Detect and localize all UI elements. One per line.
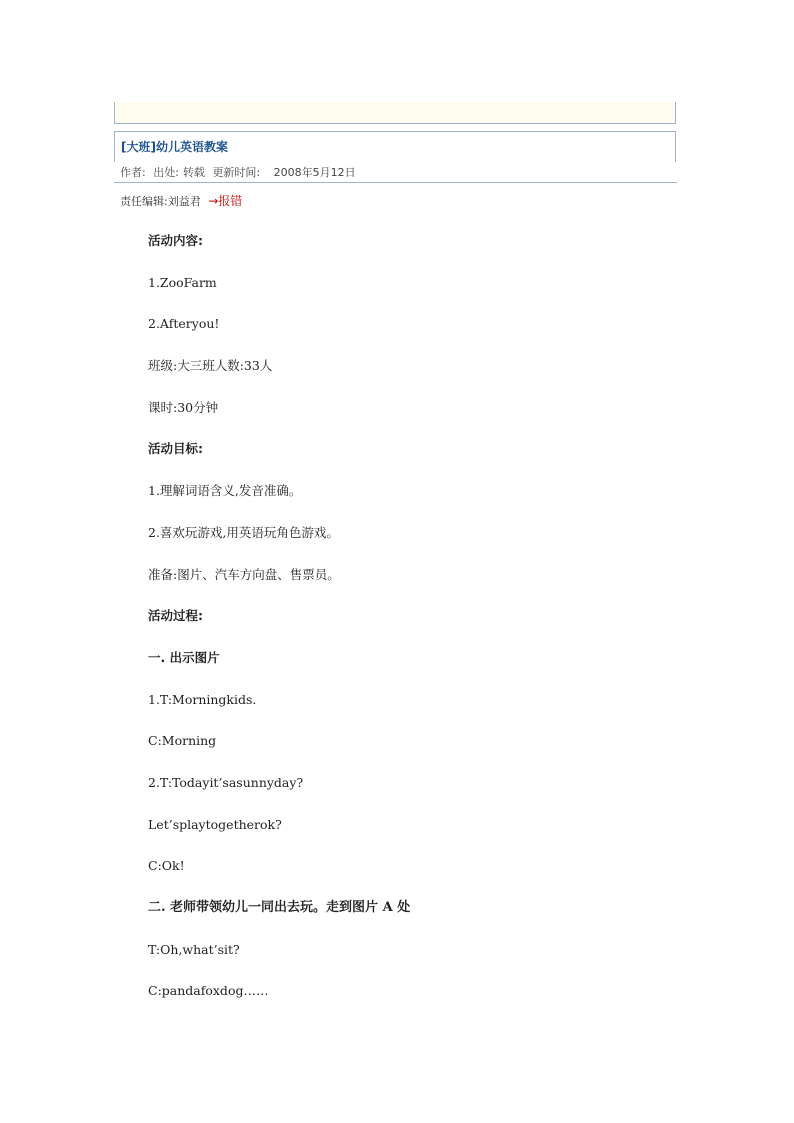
body-paragraph: 课时:30分钟 xyxy=(148,399,219,415)
updated-label: 更新时间: xyxy=(212,166,261,179)
section-heading: 一. 出示图片 xyxy=(148,649,220,665)
article-meta xyxy=(120,164,360,180)
author-label: 作者: xyxy=(120,166,146,179)
section-heading: 二. 老师带领幼儿一同出去玩。走到图片 A 处 xyxy=(148,900,411,915)
editor-label: 责任编辑: xyxy=(120,195,168,208)
updated-value: 2008年5月12日 xyxy=(273,166,356,179)
body-paragraph: T:Oh,what’sit? xyxy=(148,941,240,957)
article-title[interactable]: [大班]幼儿英语教案 xyxy=(121,140,228,154)
body-paragraph: 准备:图片、汽车方向盘、售票员。 xyxy=(148,566,340,582)
body-paragraph: 2.T:Todayit’sasunnyday? xyxy=(148,774,304,790)
body-paragraph: C:Morning xyxy=(148,733,217,749)
body-paragraph: 1.ZooFarm xyxy=(148,274,217,290)
article-body xyxy=(148,232,668,1024)
editor-name: 刘益君 xyxy=(167,195,201,208)
article-title-box xyxy=(114,131,676,162)
source-value: 转载 xyxy=(182,166,205,179)
section-heading: 活动内容: xyxy=(148,233,203,248)
body-paragraph: 1.T:Morningkids. xyxy=(148,691,257,707)
body-paragraph: C:pandafoxdog…… xyxy=(148,983,269,999)
report-error-link[interactable]: →报错 xyxy=(208,194,243,208)
meta-divider xyxy=(114,182,677,183)
body-paragraph: 班级:大三班人数:33人 xyxy=(148,358,273,374)
section-heading: 活动目标: xyxy=(148,441,203,457)
body-paragraph: 2.喜欢玩游戏,用英语玩角色游戏。 xyxy=(148,524,339,540)
body-paragraph: 2.Afteryou! xyxy=(148,316,220,332)
body-paragraph: C:Ok! xyxy=(148,858,185,874)
editor-line xyxy=(120,192,242,209)
body-paragraph: 1.理解词语含义,发音准确。 xyxy=(148,483,302,499)
body-paragraph: Let’splaytogetherok? xyxy=(148,816,282,832)
section-heading: 活动过程: xyxy=(148,608,203,624)
source-label: 出处: xyxy=(153,166,179,179)
top-banner-box xyxy=(114,102,676,124)
